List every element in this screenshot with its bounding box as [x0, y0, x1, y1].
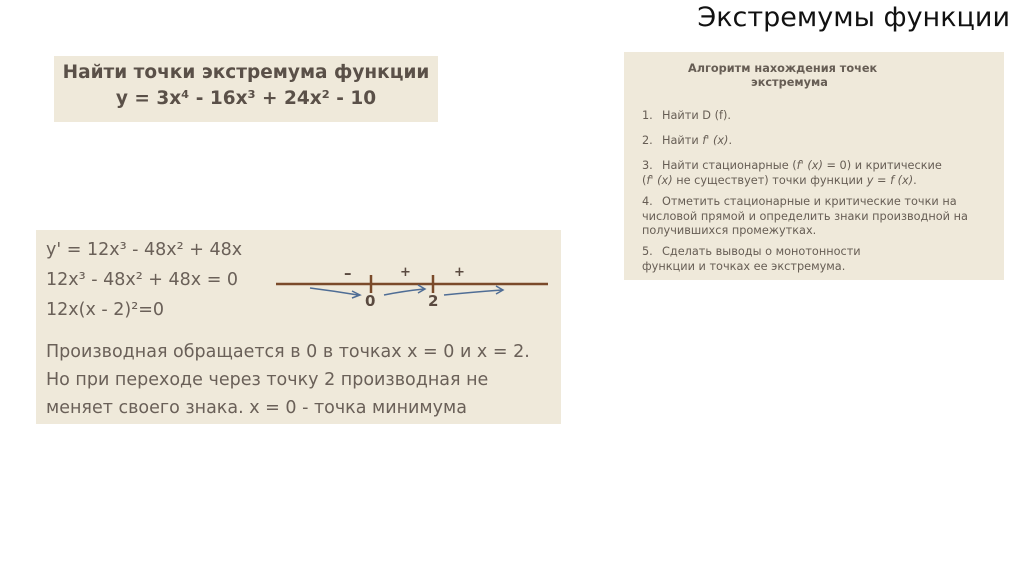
step-1-number: 1.	[642, 109, 653, 122]
step-3-text-e: .	[913, 173, 917, 187]
sign-plus-right: +	[454, 266, 465, 280]
step-3-line-1	[642, 159, 942, 174]
step-5-text-1: Сделать выводы о монотонности	[662, 245, 861, 258]
arrow-middle	[384, 289, 424, 295]
step-4-number: 4.	[642, 195, 653, 208]
step-2-period: .	[728, 134, 733, 147]
step-4-text-3: получившихся промежутках.	[642, 224, 817, 237]
solution-box	[36, 230, 561, 424]
factored-line: 12x(x - 2)²=0	[46, 300, 165, 320]
step-3-text-b: = 0) и критические	[822, 159, 942, 172]
step-2-text: Найти	[662, 134, 703, 147]
step-2-derivative: f' (x)	[702, 134, 729, 147]
sign-minus: –	[344, 266, 352, 282]
algorithm-step-1	[642, 109, 731, 124]
conclusion-line-1: Производная обращается в 0 в точках x = 0 и x = 2.	[46, 342, 530, 362]
equation-line: 12x³ - 48x² + 48x = 0	[46, 270, 239, 290]
algorithm-box	[624, 52, 1004, 280]
algorithm-title	[688, 62, 898, 90]
step-5-number: 5.	[642, 245, 653, 258]
algorithm-step-4	[642, 195, 968, 239]
step-2-number: 2.	[642, 134, 653, 147]
step-4-text-2: числовой прямой и определить знаки производной на	[642, 209, 968, 223]
step-4-text-1: Отметить стационарные и критические точки на	[662, 195, 957, 208]
sign-plus-middle: +	[400, 266, 411, 280]
step-1-text: Найти D (f).	[662, 109, 731, 122]
algorithm-title-line-2: экстремума	[751, 76, 828, 89]
step-3-function: y = f (x)	[866, 173, 914, 187]
algorithm-title-line-1: Алгоритм нахождения точек	[688, 62, 878, 75]
step-3-line-2	[642, 174, 942, 189]
step-3-derivative-2: f' (x)	[646, 173, 673, 187]
algorithm-step-3	[642, 159, 942, 188]
step-3-text-d: не существует) точки функции	[672, 173, 867, 187]
step-4-line-1	[642, 195, 968, 210]
task-box	[54, 56, 438, 122]
task-line-2: y = 3x⁴ - 16x³ + 24x² - 10	[115, 88, 377, 109]
task-line-1: Найти точки экстремума функции	[62, 62, 430, 83]
conclusion-line-2: Но при переходе через точку 2 производная не	[46, 370, 489, 390]
number-line	[272, 266, 552, 310]
arrow-right	[444, 290, 502, 295]
arrow-left	[310, 288, 358, 295]
slide-title: Экстремумы функции	[697, 2, 1010, 33]
step-3-text-a: Найти стационарные (	[662, 159, 797, 172]
step-3-number: 3.	[642, 159, 653, 172]
point-label-2: 2	[428, 292, 439, 310]
derivative-line: y' = 12x³ - 48x² + 48x	[46, 240, 243, 260]
algorithm-step-2	[642, 134, 732, 149]
step-3-derivative-1: f' (x)	[796, 159, 823, 172]
algorithm-step-5	[642, 245, 861, 274]
step-5-text-2: функции и точках ее экстремума.	[642, 259, 846, 273]
conclusion-line-3: меняет своего знака. x = 0 - точка минимума	[46, 398, 467, 418]
step-5-line-1	[642, 245, 861, 260]
step-3-text-c: (	[642, 173, 647, 187]
point-label-0: 0	[365, 292, 376, 310]
